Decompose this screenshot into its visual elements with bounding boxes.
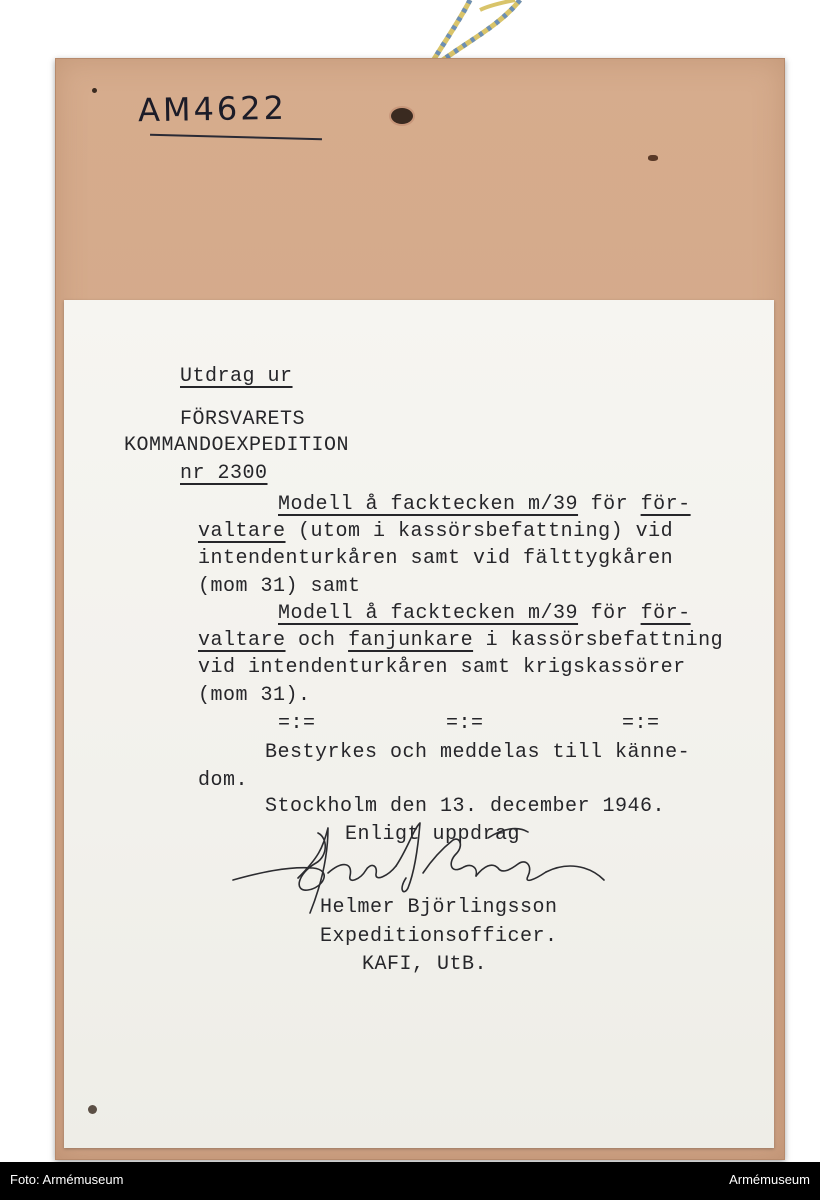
doc-org-line2: KOMMANDOEXPEDITION	[124, 434, 350, 457]
signer-unit: KAFI, UtB.	[362, 953, 488, 976]
p2-line1-forvaltare: för-	[640, 602, 691, 625]
p2-line2-och: och	[298, 629, 336, 652]
p2-line4: (mom 31).	[198, 684, 311, 707]
separator-1: =:=	[278, 712, 316, 735]
board-damage	[648, 155, 658, 161]
photo-credit-bar	[0, 1162, 820, 1200]
p2-line1-for: för	[590, 602, 629, 625]
p1-line2-valtare: valtare	[198, 520, 286, 543]
by-order: Enligt uppdrag	[345, 823, 521, 846]
p2-line3: vid intendenturkåren samt krigskassörer	[198, 656, 686, 679]
doc-heading: Utdrag ur	[180, 365, 293, 388]
p1-line2-rest: (utom i kassörsbefattning) vid	[298, 520, 674, 543]
p2-line2	[198, 629, 723, 652]
document-sheet	[64, 300, 774, 1148]
sheet-pinhole	[88, 1105, 97, 1114]
p2-line2-valtare: valtare	[198, 629, 286, 652]
signer-title: Expeditionsofficer.	[320, 925, 558, 948]
p2-line2-fanjunkare: fanjunkare	[348, 629, 474, 652]
p1-line1-forvaltare: för-	[640, 493, 691, 516]
p1-line1-model: Modell å facktecken m/39	[278, 493, 579, 516]
p1-line1-for: för	[590, 493, 629, 516]
p2-line1-model: Modell å facktecken m/39	[278, 602, 579, 625]
separator-3: =:=	[622, 712, 660, 735]
p1-line1	[278, 493, 691, 516]
p1-line3: intendenturkåren samt vid fälttygkåren	[198, 547, 674, 570]
photo-credit: Foto: Armémuseum	[10, 1172, 124, 1187]
catalog-number: AM4622	[137, 88, 288, 130]
museum-name: Armémuseum	[729, 1172, 810, 1187]
separator-2: =:=	[446, 712, 484, 735]
doc-number: nr 2300	[180, 462, 268, 485]
p2-line1	[278, 602, 691, 625]
confirm-line2: dom.	[198, 769, 249, 792]
signer-name: Helmer Björlingsson	[320, 896, 558, 919]
doc-org-line1: FÖRSVARETS	[180, 408, 306, 431]
p1-line2	[198, 520, 673, 543]
board-pinhole	[92, 88, 97, 93]
string-hole	[391, 108, 413, 124]
confirm-line1: Bestyrkes och meddelas till känne-	[265, 741, 691, 764]
p2-line2-rest: i kassörsbefattning	[485, 629, 724, 652]
p1-line4: (mom 31) samt	[198, 575, 361, 598]
place-date: Stockholm den 13. december 1946.	[265, 795, 666, 818]
